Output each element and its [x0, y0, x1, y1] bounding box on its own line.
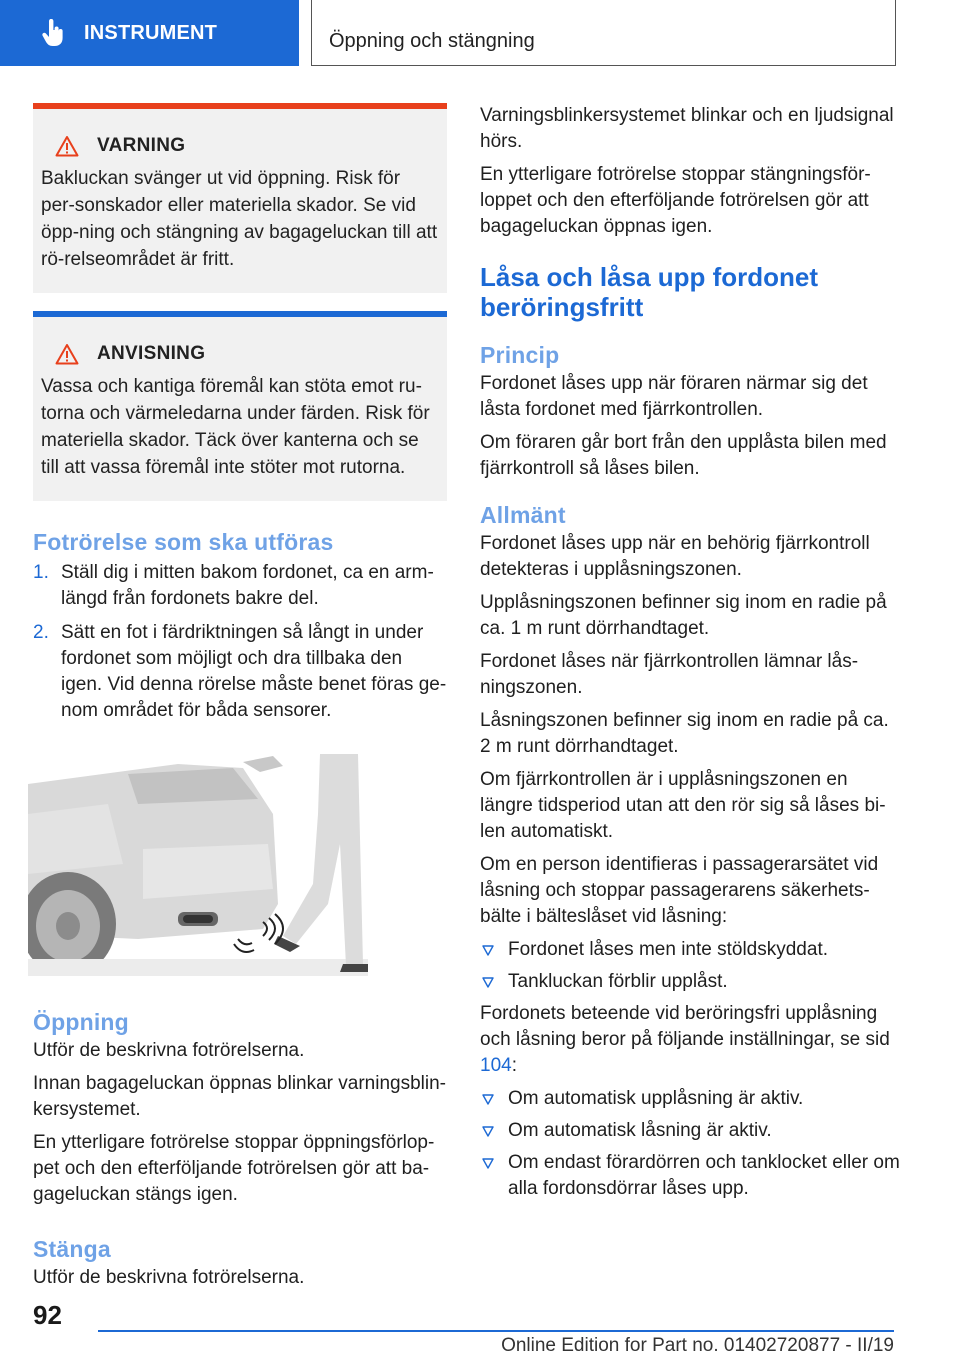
- general-heading: Allmänt: [480, 502, 566, 528]
- opening-paragraph: Utför de beskrivna fotrörelserna.: [33, 1040, 305, 1061]
- list-item: [480, 969, 900, 995]
- settings-paragraph: [480, 1001, 900, 1079]
- intro-paragraph: En ytterligare fotrörelse stoppar stängningsför-loppet och den efterföljande fotrörelsen gör att bagageluckan öppnas igen.: [480, 164, 871, 237]
- general-paragraph: Upplåsningszonen befinner sig inom en radie på ca. 1 m runt dörrhandtaget.: [480, 592, 887, 639]
- opening-heading: Öppning: [33, 1009, 129, 1035]
- section-tab[interactable]: [0, 0, 299, 66]
- notice-label: ANVISNING: [97, 343, 206, 364]
- closing-heading: Stänga: [33, 1236, 111, 1262]
- principle-heading: Princip: [480, 342, 560, 368]
- list-item: [480, 1150, 900, 1202]
- notice-box: [33, 311, 447, 501]
- passenger-bullets: [480, 937, 900, 995]
- step-item: [33, 620, 447, 724]
- edition-text: Online Edition for Part no. 01402720877 - II/19: [501, 1335, 894, 1356]
- opening-paragraph: Innan bagageluckan öppnas blinkar varningsblin-kersystemet.: [33, 1073, 447, 1120]
- warning-triangle-icon: [55, 135, 79, 157]
- footer-divider: [98, 1330, 894, 1332]
- settings-suffix: :: [511, 1055, 517, 1076]
- page-reference-link[interactable]: 104: [480, 1055, 512, 1076]
- page-number: 92: [33, 1300, 62, 1330]
- opening-paragraph: En ytterligare fotrörelse stoppar öppningsförlop-pet och den efterföljande fotrörelsen gör att ba-gageluckan stängs igen.: [33, 1132, 435, 1205]
- step-number: 1.: [33, 562, 49, 583]
- general-paragraph: Låsningszonen befinner sig inom en radie på ca. 2 m runt dörrhandtaget.: [480, 710, 889, 757]
- warning-box: [33, 103, 447, 293]
- step-text: Ställ dig i mitten bakom fordonet, ca en arm-längd från fordonets bakre del.: [61, 562, 434, 609]
- section-label: INSTRUMENT: [84, 21, 218, 44]
- bullet-triangle-icon: [482, 1094, 494, 1105]
- list-item: [480, 1118, 900, 1144]
- list-item-text: Tankluckan förblir upplåst.: [508, 971, 728, 992]
- bullet-triangle-icon: [482, 1158, 494, 1169]
- main-heading: Låsa och låsa upp fordonet beröringsfritt: [480, 262, 819, 322]
- general-paragraph: Om fjärrkontrollen är i upplåsningszonen en längre tidsperiod utan att den rör sig så låses bi-len automatiskt.: [480, 769, 886, 842]
- principle-paragraph: Om föraren går bort från den upplåsta bilen med fjärrkontroll så låses bilen.: [480, 432, 887, 479]
- notice-text: Vassa och kantiga föremål kan stöta emot ru-torna och värmeledarna under färden. Risk för materiella skador. Täck över kanterna och se till att vassa föremål inte stöter mot rutorna.: [41, 376, 430, 478]
- motion-steps: [33, 560, 447, 724]
- warning-label: VARNING: [97, 135, 186, 156]
- foot-gesture-illustration: [28, 754, 368, 976]
- general-paragraph: Fordonet låses när fjärrkontrollen lämnar lås-ningszonen.: [480, 651, 859, 698]
- warning-text: Bakluckan svänger ut vid öppning. Risk för per-sonskador eller materiella skador. Se vid öpp-ning och stängning av bagageluckan till att rö-relseområdet är fritt.: [41, 168, 438, 270]
- settings-bullets: [480, 1086, 900, 1202]
- list-item-text: Om endast förardörren och tanklocket eller om alla fordonsdörrar låses upp.: [508, 1152, 900, 1199]
- step-item: [33, 560, 447, 612]
- bullet-triangle-icon: [482, 1126, 494, 1137]
- list-item-text: Om automatisk låsning är aktiv.: [508, 1120, 772, 1141]
- list-item-text: Om automatisk upplåsning är aktiv.: [508, 1088, 804, 1109]
- motion-heading: Fotrörelse som ska utföras: [33, 529, 334, 555]
- right-column: [480, 103, 900, 1208]
- list-item-text: Fordonet låses men inte stöldskyddat.: [508, 939, 829, 960]
- bullet-triangle-icon: [482, 945, 494, 956]
- hand-pointer-icon: [38, 18, 68, 48]
- general-paragraph: Om en person identifieras i passagerarsätet vid låsning och stoppar passagerarens säkerhets-bälte i bälteslåset vid låsning:: [480, 854, 879, 927]
- settings-text: Fordonets beteende vid beröringsfri upplåsning och låsning beror på följande inställningar, se sid: [480, 1003, 890, 1050]
- bullet-triangle-icon: [482, 977, 494, 988]
- closing-paragraph: Utför de beskrivna fotrörelserna.: [33, 1267, 305, 1288]
- list-item: [480, 1086, 900, 1112]
- page-title: Öppning och stängning: [329, 30, 535, 52]
- step-text: Sätt en fot i färdriktningen så långt in under fordonet som möjligt och dra tillbaka den igen. Vid denna rörelse måste benet föras ge-nom området för båda sensorer.: [61, 622, 447, 721]
- notice-triangle-icon: [55, 343, 79, 365]
- list-item: [480, 937, 900, 963]
- page-header: [311, 0, 896, 66]
- left-column: [33, 103, 447, 1298]
- principle-paragraph: Fordonet låses upp när föraren närmar sig det låsta fordonet med fjärrkontrollen.: [480, 373, 868, 420]
- intro-paragraph: Varningsblinkersystemet blinkar och en ljudsignal hörs.: [480, 105, 894, 152]
- step-number: 2.: [33, 622, 49, 643]
- general-paragraph: Fordonet låses upp när en behörig fjärrkontroll detekteras i upplåsningszonen.: [480, 533, 870, 580]
